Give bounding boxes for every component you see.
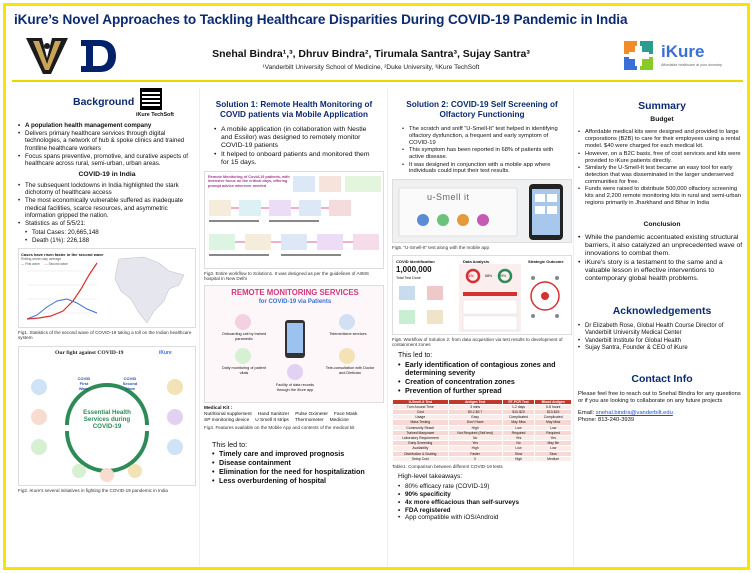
table-cell: Required <box>535 430 572 435</box>
table-cell: Medium <box>535 456 572 461</box>
stat-total-cases: • Total Cases: 20,665,148 <box>18 229 196 236</box>
budget-bullet-2: • However, on a B2C basis, free of cost services and kits were provided to iKure patients directly. <box>578 151 746 165</box>
table-cell: $10-$20 <box>502 410 535 415</box>
medical-kit-label: Medical Kit : <box>204 406 233 412</box>
solution2-led-to: This led to: <box>398 351 433 359</box>
fig6-workflow <box>392 255 572 335</box>
fig1-second-wave-line <box>27 263 97 319</box>
ikure-logo <box>621 38 731 74</box>
fig6-pct-negative: 89% <box>499 273 507 278</box>
covid-india-heading: COVID-19 in India <box>78 171 136 179</box>
ikure-emblem-icon <box>621 38 657 74</box>
takeaways-heading: High-level takeaways: <box>398 473 463 481</box>
table-cell: Usage <box>393 415 449 420</box>
kit-item: Medicine <box>329 417 349 423</box>
fig2-diagram <box>18 346 196 486</box>
background-bullets <box>18 122 196 167</box>
fig6-pct-positive: 11% <box>467 273 474 278</box>
column-separator <box>387 88 388 566</box>
fig4-title: REMOTE MONITORING SERVICES <box>231 288 359 298</box>
solution2-bullets <box>402 126 566 175</box>
fig4-subtitle: for COVID-19 via Patients <box>258 299 332 306</box>
table-cell: Low <box>535 425 572 430</box>
covid-bullets <box>18 182 196 227</box>
poster <box>3 3 750 570</box>
table-caption: Table1. Comparison between different COVID-19 tests <box>392 464 503 470</box>
solution1-bullet-2: • It helped to onboard patients and monitored them for 15 days. <box>214 151 376 167</box>
table-cell: Don't Have <box>448 420 502 425</box>
background-bullet-3: • Focus spans preventive, promotive, and curative aspects of healthcare across rural, semi-urban, urban areas. <box>18 153 196 168</box>
fig4-services <box>204 285 384 403</box>
table-cell: Easy <box>448 415 502 420</box>
solution2-result-2: • Creation of concentration zones <box>398 378 572 386</box>
takeaway-item: • App compatible with iOS/Android <box>398 514 572 521</box>
takeaway-item: • 80% efficacy rate (COVID-19) <box>398 483 572 490</box>
covid-bullet-2: • The most economically vulnerable suffered as inadequate medical facilities, scarce resources, and asymmetric information gripped the nation. <box>18 197 196 219</box>
table-cell: Community Reach <box>393 425 449 430</box>
table-header-row <box>393 399 572 404</box>
contact-email-row <box>578 410 746 417</box>
budget-bullets <box>578 129 746 206</box>
solution1-result-1: • Timely care and improved prognosis <box>212 450 384 458</box>
affiliations: ¹Vanderbilt University School of Medicine, ²Duke University, ³iKure TechSoft <box>262 64 480 71</box>
conclusion-bullet-1: • While the pandemic accentuated existing structural barriers, it also catalyzed an unprecedented wave of innovations to combat them. <box>578 234 746 258</box>
stat-deaths: • Death (1%): 226,188 <box>18 237 196 244</box>
kit-item: Face Mask <box>334 411 358 417</box>
table-cell: 1-2 days <box>502 404 535 409</box>
column-separator <box>573 88 574 566</box>
fig3-header: Remote Monitoring of Covid-19 patients, with intensive focus on the critical days, offering prompt advice wherever needed <box>208 174 290 188</box>
budget-bullet-4: • Funds were raised to distribute 500,000 olfactory screening kits and 2,200 remote monitoring kits in rural and semi-urban regions primarily in Jharkhand and Bihar in India <box>578 186 746 207</box>
fig1-india-map <box>115 257 184 323</box>
conclusion-bullets <box>578 234 746 283</box>
fig5-graphics <box>393 180 572 243</box>
solution1-result-3: • Elimination for the need for hospitalization <box>212 468 384 476</box>
solution1-led-to: This led to: <box>212 439 248 449</box>
summary-column <box>578 88 746 424</box>
table-cell: Low <box>535 446 572 451</box>
table-cell: No <box>448 436 502 441</box>
solution1-result-4: • Less overburdening of hospital <box>212 477 384 485</box>
fig3-graphics <box>205 172 384 269</box>
table-cell: Turn Around Time <box>393 404 449 409</box>
table-cell: 0 <box>448 456 502 461</box>
solution1-column <box>204 88 384 487</box>
kit-item: Hand Sanitizer <box>257 411 290 417</box>
table-cell: Required <box>502 430 535 435</box>
fig2-title: Our fight against COVID-19 <box>55 350 124 357</box>
solution1-bullets <box>214 126 376 167</box>
table-cell: Cost <box>393 410 449 415</box>
contact-heading: Contact Info <box>631 372 693 385</box>
table-row <box>393 456 572 461</box>
fig4-item-teleconsult: Tele-consultation with Doctor and Dietician <box>325 366 375 375</box>
solution2-bullet-2: • This symptom has been reported in 68% of patients with active disease. <box>402 147 566 161</box>
table-cell: Distribution & Scaling <box>393 451 449 456</box>
table-cell: Yes <box>535 436 572 441</box>
fig6-pct-smell: 68% <box>485 273 493 278</box>
table-cell: $0.2-$0.7 <box>448 410 502 415</box>
email-label: Email: <box>578 410 595 417</box>
fig3-workflow <box>204 171 384 269</box>
kit-item: SP monitoring device <box>204 417 250 423</box>
solution2-column <box>392 88 572 524</box>
table-header-cell: Antigen Test <box>448 399 502 404</box>
fig1-title: Cases have risen faster in the second wave <box>21 251 104 257</box>
fig1-graphics <box>19 249 195 327</box>
column-separator <box>199 88 200 566</box>
table-cell: May Be <box>535 441 572 446</box>
table-cell: Early Screening <box>393 441 449 446</box>
email-link[interactable]: snehal.bindra@vanderbilt.edu <box>595 410 673 417</box>
fig2-first-wave: COVID First Wave <box>77 376 91 391</box>
fig6-total-tests: 1,000,000 <box>396 264 432 274</box>
solution2-bullet-1: • The scratch and sniff “U-Smell-It” test helped in identifying olfactory dysfunction, a frequent and early symptom of COVID-19 <box>402 126 566 147</box>
covid-stats <box>18 229 196 244</box>
table-header-cell: Blood Antigen <box>535 399 572 404</box>
table-cell: Setup Cost <box>393 456 449 461</box>
fig2-second-wave: COVID Second Wave <box>122 376 138 391</box>
header-divider <box>12 80 743 82</box>
test-comparison-table <box>392 399 572 462</box>
background-heading: Background <box>73 96 135 108</box>
acknowledgements-heading: Acknowledgements <box>612 304 712 317</box>
conclusion-heading: Conclusion <box>643 220 681 228</box>
table-cell: Complicated <box>502 415 535 420</box>
solution1-heading: Solution 1: Remote Health Monitoring of COVID patients via Mobile Application <box>215 100 373 119</box>
acknowledgements-list <box>578 323 746 353</box>
fig3-caption: Fig3. Entire workflow to Solution1. It was designed as per the guidelines of AIIMS hospital in New Delhi <box>204 270 369 281</box>
table-cell: No <box>502 441 535 446</box>
budget-bullet-3: • Similarly the U-Smell-It test became an easy tool for early detection that was disseminated in the larger underserved communities for free. <box>578 165 746 186</box>
duke-logo <box>78 36 118 76</box>
table-cell: Slow <box>502 451 535 456</box>
solution2-bullet-3: • It was designed in conjunction with a mobile app where individuals could input their test results. <box>402 162 566 176</box>
fig1-chart <box>18 248 196 328</box>
solution2-results <box>398 361 572 396</box>
table-cell: Low <box>502 446 535 451</box>
table-cell: Laboratory Requirement <box>393 436 449 441</box>
kit-item: Thermometer <box>294 417 324 423</box>
fig6-col-analysis: Data Analysis <box>463 258 490 264</box>
fig4-item-onboarding: Onboarding call by trained paramedic <box>221 332 267 341</box>
conclusion-bullet-2: • iKure's story is a testament to the same and a valuable lesson in effective interventions to contemporary global health problems. <box>578 259 746 283</box>
fig1-caption: Fig1. Statistics of the second wave of COVID-19 taking a toll on the Indian healthcare system <box>18 329 192 340</box>
fig1-legend: — First wave — Second wave <box>21 261 68 266</box>
ack-item: • Dr Elizabeth Rose, Global Health Course Director of Vanderbilt University Medical Center <box>578 323 746 337</box>
background-bullet-2: • Delivers primary healthcare services through digital technologies, a network of hub & spoke clinics and trained frontline healthcare workers <box>18 130 196 152</box>
fig6-col-outcome: Strategic Outcome <box>528 258 564 264</box>
fig4-item-vitals: Daily monitoring of patient vitals <box>222 366 266 375</box>
ikure-logo-tagline: Affordable healthcare at your doorstep <box>661 63 723 67</box>
takeaways <box>398 483 572 522</box>
takeaway-item: • FDA registered <box>398 507 572 514</box>
fig5-brand: u-Smell it <box>427 192 470 203</box>
solution1-bullet-1: • A mobile application (in collaboration with Nestle and Essilor) was designed to remotely monitor COVID-19 patients <box>214 126 376 150</box>
fig6-caption: Fig6. Workflow of Solution 2: from data acquisition via test results to development of containment zones <box>392 336 563 348</box>
fig2-ikure-mark: iKure <box>159 350 172 357</box>
table-cell: 3 mins <box>448 404 502 409</box>
summary-heading: Summary <box>638 100 686 112</box>
fig4-item-records: Facility of data records through the iKure app <box>275 383 315 392</box>
contact-text: Please feel free to reach out to Snehal Bindra for any questions or if you are looking to collaborate on any future projects <box>578 390 741 404</box>
covid-bullet-1: • The subsequent lockdowns in India highlighted the stark dichotomy of healthcare access <box>18 182 196 197</box>
table-cell: High <box>448 446 502 451</box>
ack-item: • Vanderbilt Institute for Global Health <box>578 338 746 345</box>
fig1-legend-second: Second wave <box>48 261 68 266</box>
table-cell: Availability <box>393 446 449 451</box>
authors: Snehal Bindra¹,³, Dhruv Bindra², Tirumala Santra³, Sujay Santra³ <box>212 48 530 60</box>
fig4-caption: Fig4. Features available on the Mobile App and contents of the medical kit <box>204 425 355 431</box>
fig1-subtitle: Rolling seven-day average <box>21 256 62 261</box>
medical-kit <box>204 406 384 423</box>
table-cell: May Miss <box>535 420 572 425</box>
vanderbilt-logo <box>24 34 70 76</box>
takeaway-item: • 90% specificity <box>398 491 572 498</box>
table-cell: Slow <box>535 451 572 456</box>
table-cell: $10-$15 <box>535 410 572 415</box>
background-bullet-1: • A population health management company <box>18 122 196 129</box>
table-cell: High <box>448 425 502 430</box>
budget-heading: Budget <box>650 116 674 123</box>
covid-bullet-3: • Statistics as of 5/5/21: <box>18 220 196 227</box>
fig1-first-wave-line <box>27 299 97 319</box>
solution2-result-3: • Prevention of further spread <box>398 387 572 395</box>
fig2-center-label: Essential Health Services during COVID-19 <box>83 409 131 431</box>
table-cell: Low <box>502 425 535 430</box>
poster-title: iKure’s Novel Approaches to Tackling Healthcare Disparities During COVID-19 Pandemic in India <box>14 12 628 27</box>
budget-bullet-1: • Affordable medical kits were designed and provided to large corporations (B2B) to care for their employees using a rental model. $40 were charged for each medical kit. <box>578 129 746 150</box>
table-cell: Faster <box>448 451 502 456</box>
fig5-usmellit <box>392 179 572 243</box>
fig6-total-label: Total Test Done <box>396 275 421 280</box>
table-header-cell: RT-PCR Test <box>502 399 535 404</box>
fig4-item-telemedicine: Telemedicine services <box>329 332 367 337</box>
table-header-cell: U-Smell-It Test <box>393 399 449 404</box>
fig1-legend-first: First wave <box>25 261 40 266</box>
table-cell: 6-8 hours <box>535 404 572 409</box>
kit-item: Pulse Oximeter <box>295 411 328 417</box>
kit-item: U Smell It strips <box>255 417 289 423</box>
solution2-heading: Solution 2: COVID-19 Self Screening of Olfactory Functioning <box>406 100 558 119</box>
solution1-results <box>212 450 384 485</box>
table-cell: Not Required (Self test) <box>448 430 502 435</box>
fig2-caption: Fig2. iKure's several initiatives in fighting the COVID-19 pandemic in India <box>18 488 168 494</box>
contact-phone: Phone: 813-240-3939 <box>578 417 635 424</box>
solution1-result-2: • Disease containment <box>212 459 384 467</box>
solution2-result-1: • Early identification of contagious zones and determining severity <box>398 361 572 378</box>
kit-item: Nutritional supplement <box>204 411 252 417</box>
ack-item: • Sujay Santra, Founder & CEO of iKure <box>578 345 746 352</box>
table-cell: Mass Testing <box>393 420 449 425</box>
background-column <box>18 88 196 494</box>
table-cell: Yes <box>502 436 535 441</box>
table-cell: Complicated <box>535 415 572 420</box>
table-cell: May Miss <box>502 420 535 425</box>
qr-code[interactable] <box>140 88 162 110</box>
fig6-col-identification: COVID Identification <box>396 258 435 264</box>
medical-kit-list <box>204 412 384 423</box>
table-cell: Yes <box>448 441 502 446</box>
table-cell: High <box>502 456 535 461</box>
takeaway-item: • 4x more efficacious than self-surveys <box>398 499 572 506</box>
fig6-graphics <box>393 256 572 335</box>
ikure-logo-text: iKure <box>661 42 705 61</box>
ikure-techsoft-label: iKure TechSoft <box>136 112 174 118</box>
fig5-caption: Fig5. “U-Smell-It” test along with the mobile app <box>392 245 490 251</box>
table-cell: Trained Manpower <box>393 430 449 435</box>
